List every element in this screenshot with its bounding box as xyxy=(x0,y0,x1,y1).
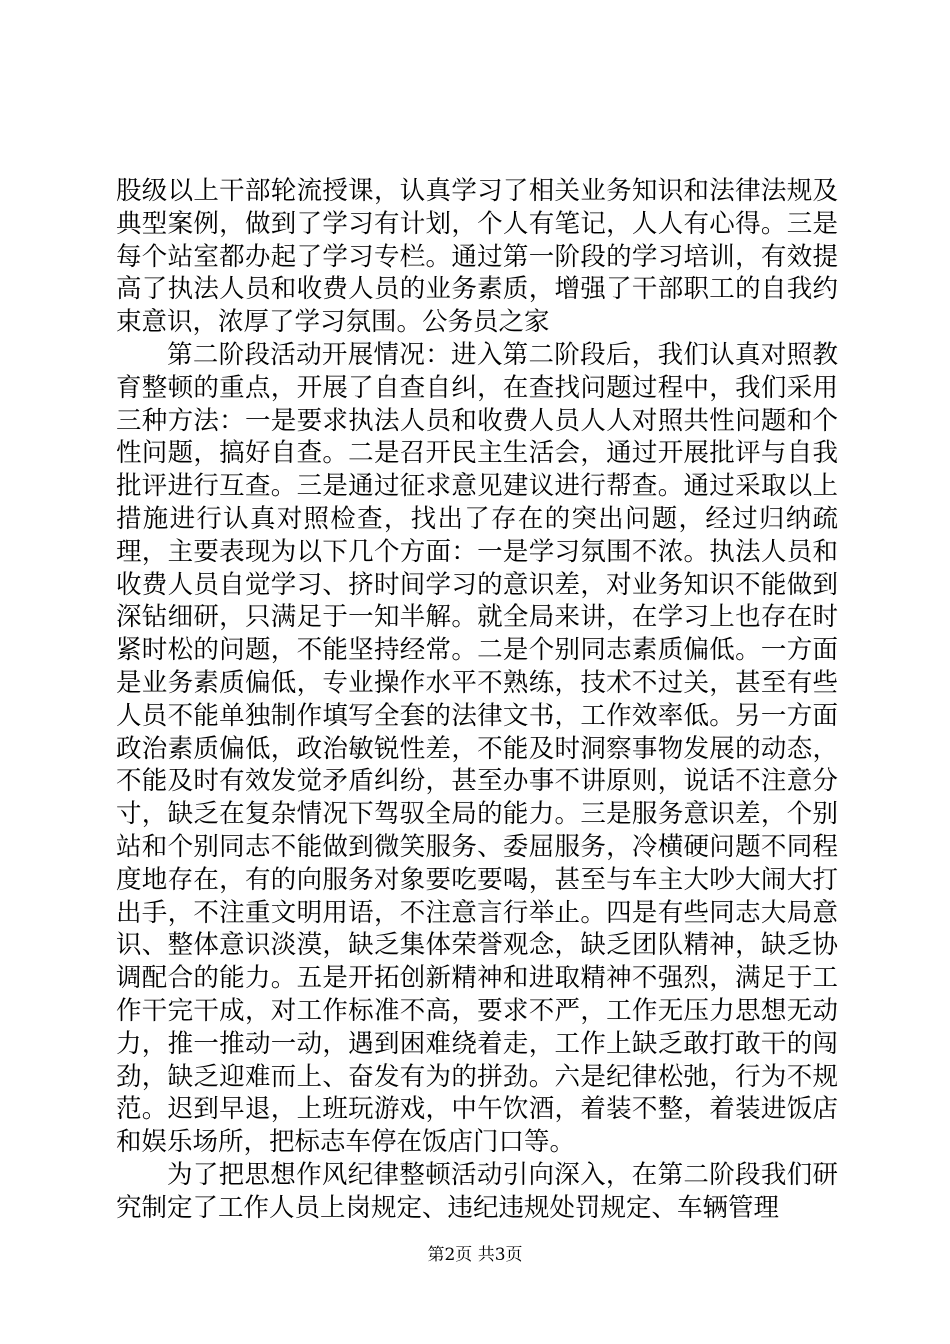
page-number-footer: 第2页 共3页 xyxy=(427,1245,523,1265)
paragraph-deepening: 为了把思想作风纪律整顿活动引向深入，在第二阶段我们研究制定了工作人员上岗规定、违纪违规处罚规定、车辆管理 xyxy=(116,1159,838,1223)
paragraph-continuation: 股级以上干部轮流授课，认真学习了相关业务知识和法律法规及典型案例，做到了学习有计划，个人有笔记，人人有心得。三是每个站室都办起了学习专栏。通过第一阶段的学习培训，有效提高了执法人员和收费人员的业务素质，增强了干部职工的自我约束意识，浓厚了学习氛围。公务员之家 xyxy=(116,176,838,338)
document-body xyxy=(116,175,838,1225)
paragraph-second-stage: 第二阶段活动开展情况：进入第二阶段后，我们认真对照教育整顿的重点，开展了自查自纠，在查找问题过程中，我们采用三种方法：一是要求执法人员和收费人员人人对照共性问题和个性问题，搞好自查。二是召开民主生活会，通过开展批评与自我批评进行互查。三是通过征求意见建议进行帮查。通过采取以上措施进行认真对照检查，找出了存在的突出问题，经过归纳疏理，主要表现为以下几个方面：一是学习氛围不浓。执法人员和收费人员自觉学习、挤时间学习的意识差，对业务知识不能做到深钻细研，只满足于一知半解。就全局来讲，在学习上也存在时紧时松的问题，不能坚持经常。二是个别同志素质偏低。一方面是业务素质偏低，专业操作水平不熟练，技术不过关，甚至有些人员不能单独制作填写全套的法律文书，工作效率低。另一方面政治素质偏低，政治敏锐性差，不能及时洞察事物发展的动态，不能及时有效发觉矛盾纠纷，甚至办事不讲原则，说话不注意分寸，缺乏在复杂情况下驾驭全局的能力。三是服务意识差，个别站和个别同志不能做到微笑服务、委屈服务，冷横硬问题不同程度地存在，有的向服务对象要吃要喝，甚至与车主大吵大闹大打出手，不注重文明用语，不注意言行举止。四是有些同志大局意识、整体意识淡漠，缺乏集体荣誉观念，缺乏团队精神，缺乏协调配合的能力。五是开拓创新精神和进取精神不强烈，满足于工作干完干成，对工作标准不高，要求不严，工作无压力思想无动力，推一推动一动，遇到困难绕着走，工作上缺乏敢打敢干的闯劲，缺乏迎难而上、奋发有为的拼劲。六是纪律松弛，行为不规范。迟到早退，上班玩游戏，中午饮酒，着装不整，着装进饭店和娱乐场所，把标志车停在饭店门口等。 xyxy=(116,339,838,1158)
